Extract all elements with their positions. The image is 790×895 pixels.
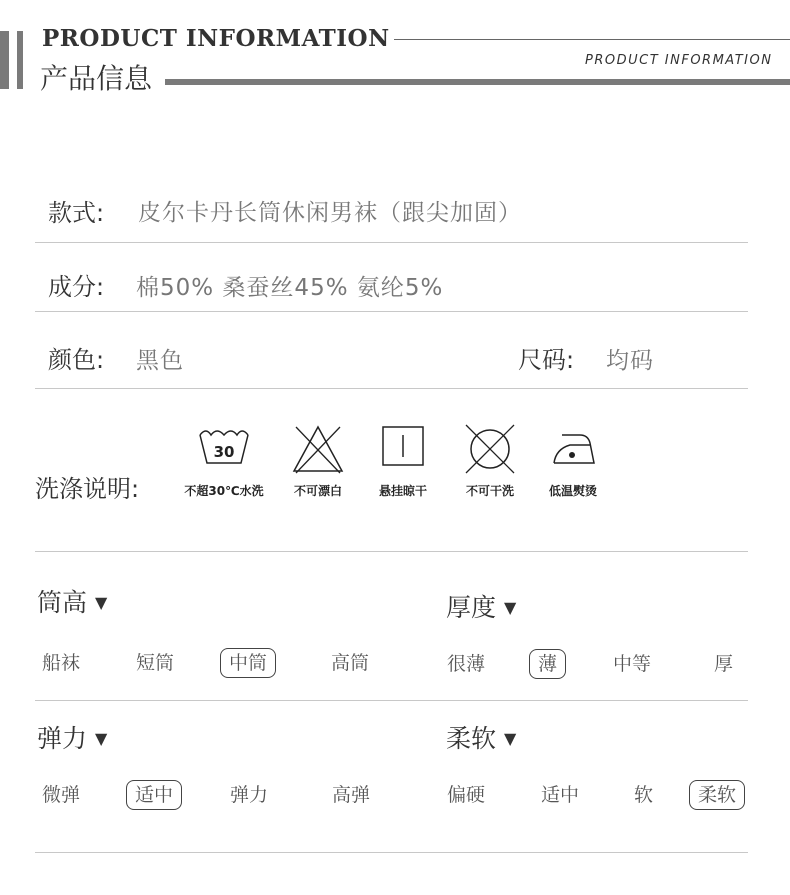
low-iron-icon [548, 423, 598, 467]
color-value: 黑色 [136, 348, 184, 374]
header-divider-top [394, 39, 790, 40]
no-bleach-icon [292, 423, 344, 475]
header-subtitle-en: PRODUCT INFORMATION [585, 53, 773, 68]
divider [35, 242, 748, 243]
header-divider-bottom [165, 79, 790, 85]
divider [35, 700, 748, 701]
hang-dry-icon [381, 423, 425, 467]
thickness-title [446, 588, 516, 624]
header-title-en: PRODUCT INFORMATION [42, 25, 390, 52]
dropdown-triangle-icon: ▼ [504, 729, 517, 748]
softness-option-selected: 柔软 [689, 780, 745, 810]
wash-item [523, 423, 623, 503]
sock-height-option-selected: 中筒 [220, 648, 276, 678]
size-label: 尺码: [518, 346, 575, 374]
sock-height-option: 高筒 [331, 652, 370, 674]
divider [35, 311, 748, 312]
group-title-text: 厚度 [446, 593, 497, 622]
dropdown-triangle-icon: ▼ [504, 598, 517, 617]
wash-caption: 不超30℃水洗 [184, 484, 264, 498]
sock-height-option: 船袜 [42, 652, 81, 674]
thickness-option-selected: 薄 [529, 649, 566, 679]
softness-option: 软 [634, 784, 654, 806]
thickness-option: 厚 [714, 653, 734, 675]
elasticity-option: 弹力 [230, 784, 269, 806]
elasticity-option-selected: 适中 [126, 780, 182, 810]
group-title-text: 弹力 [37, 724, 88, 753]
softness-option: 适中 [541, 784, 580, 806]
group-title-text: 筒高 [37, 588, 88, 617]
divider [35, 852, 748, 853]
dropdown-triangle-icon: ▼ [95, 593, 108, 612]
group-title-text: 柔软 [446, 724, 497, 753]
elasticity-option: 微弹 [42, 784, 81, 806]
wash-item [353, 423, 453, 503]
elasticity-title [37, 719, 107, 755]
composition-value: 棉50% 桑蚕丝45% 氨纶5% [136, 275, 444, 301]
header-title-cn: 产品信息 [40, 62, 153, 95]
softness-title [446, 719, 516, 755]
divider [35, 551, 748, 552]
composition-label: 成分: [48, 273, 105, 301]
thickness-option: 很薄 [447, 653, 486, 675]
sock-height-option: 短筒 [136, 652, 175, 674]
style-value: 皮尔卡丹长筒休闲男袜（跟尖加固） [138, 200, 522, 226]
elasticity-option: 高弹 [332, 784, 371, 806]
divider [35, 388, 748, 389]
wash-caption: 悬挂晾干 [378, 484, 427, 498]
wash-caption: 低温熨烫 [548, 484, 597, 498]
wash-caption: 不可漂白 [293, 484, 342, 498]
no-dry-clean-icon [463, 423, 517, 475]
color-label: 颜色: [48, 346, 105, 374]
header-accent-bar-thin [17, 31, 23, 89]
dropdown-triangle-icon: ▼ [95, 729, 108, 748]
softness-option: 偏硬 [447, 784, 486, 806]
style-label: 款式: [48, 199, 105, 227]
wash-label: 洗涤说明: [35, 475, 140, 503]
header-accent-bar [0, 31, 9, 89]
wash-tub-icon [198, 423, 250, 467]
sock-height-title [37, 583, 107, 619]
wash-temp-text: 30 [213, 443, 235, 461]
thickness-option: 中等 [613, 653, 652, 675]
wash-item [174, 423, 274, 503]
size-value: 均码 [606, 348, 654, 374]
wash-caption: 不可干洗 [465, 484, 514, 498]
